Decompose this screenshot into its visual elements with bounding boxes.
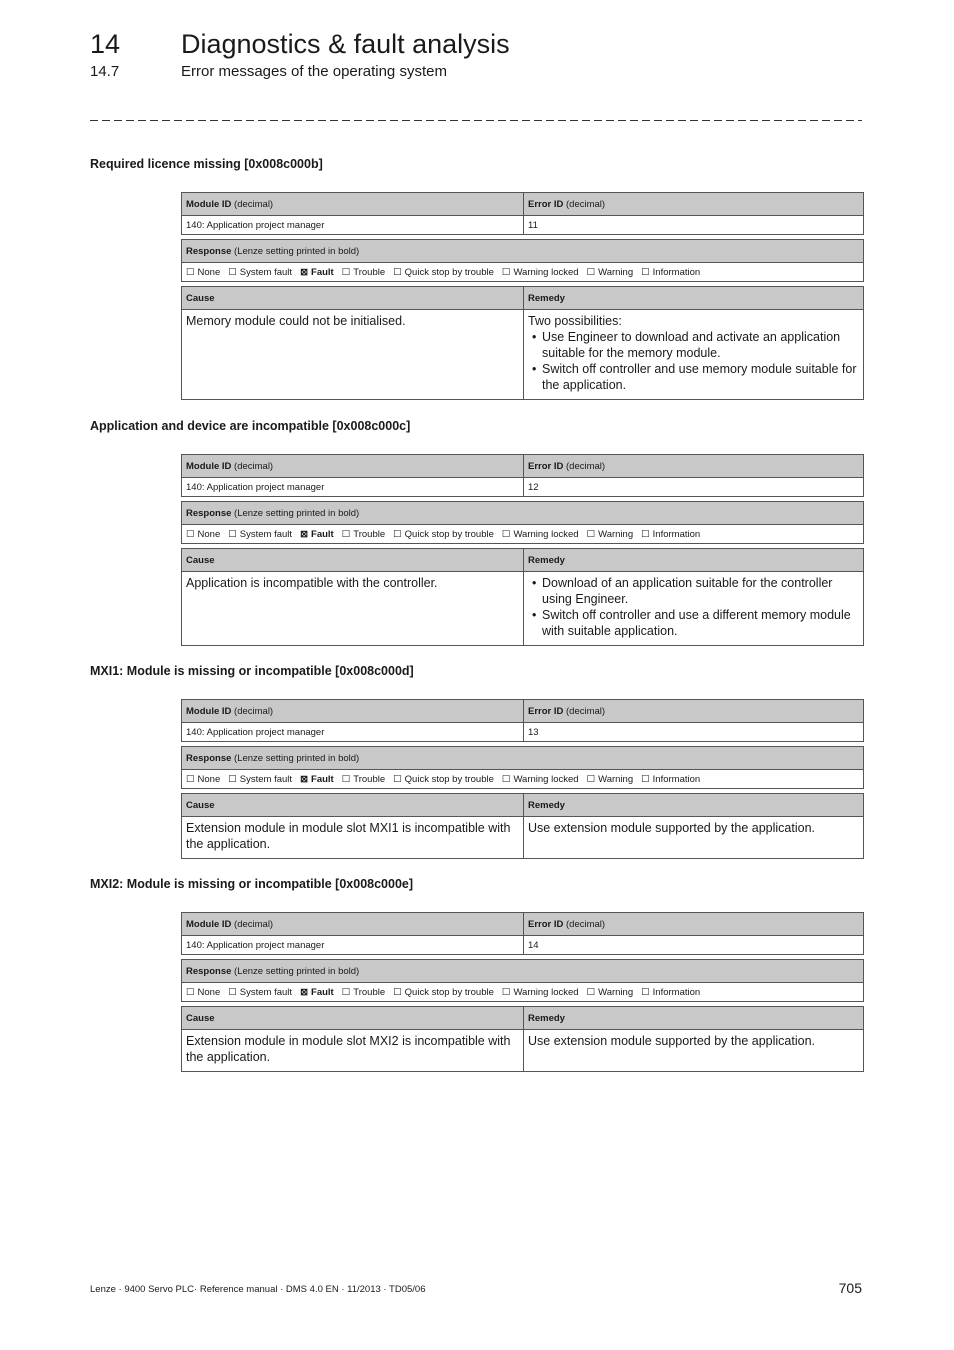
table-row xyxy=(182,525,864,544)
table-header-row xyxy=(182,549,864,572)
module-error-table xyxy=(181,192,864,235)
remedy-label: Remedy xyxy=(528,799,565,811)
decimal-note: (decimal) xyxy=(234,198,274,210)
dashed-divider xyxy=(90,110,862,122)
module-id-header xyxy=(182,455,524,478)
decimal-note: (decimal) xyxy=(234,918,274,930)
remedy-intro: Use extension module supported by the application. xyxy=(528,1034,815,1048)
response-option xyxy=(300,774,334,785)
response-label: Response xyxy=(186,507,232,519)
error-id-header xyxy=(524,193,864,216)
response-option xyxy=(342,774,385,785)
cause-header xyxy=(182,1007,524,1030)
table-row xyxy=(182,1030,864,1072)
response-option xyxy=(300,987,334,998)
response-option xyxy=(641,529,700,540)
cause-header xyxy=(182,794,524,817)
module-id-value: 140: Application project manager xyxy=(182,936,524,955)
response-option-label: None xyxy=(197,773,221,785)
remedy-item: • Use Engineer to download and activate an application suitable for the memory module. xyxy=(542,329,859,361)
checkbox-icon: ☐ xyxy=(228,528,237,540)
checked-box-icon: ⊠ xyxy=(300,266,309,278)
module-id-label: Module ID xyxy=(186,460,232,472)
response-table xyxy=(181,501,864,544)
error-heading-1: Required licence missing [0x008c000b] xyxy=(90,157,323,171)
section-heading xyxy=(90,62,447,82)
response-option xyxy=(186,987,220,998)
cause-remedy-table xyxy=(181,793,864,859)
response-option-label: Trouble xyxy=(353,986,386,998)
response-option-label: Warning locked xyxy=(513,528,579,540)
decimal-note: (decimal) xyxy=(566,460,606,472)
table-row xyxy=(182,817,864,859)
response-option-label: Warning xyxy=(598,266,634,278)
error-heading-3: MXI1: Module is missing or incompatible [0x008c000d] xyxy=(90,664,414,678)
remedy-cell xyxy=(524,817,864,859)
table-header-row xyxy=(182,502,864,525)
checked-box-icon: ⊠ xyxy=(300,773,309,785)
response-option xyxy=(228,267,292,278)
response-option xyxy=(587,267,634,278)
error-block-3 xyxy=(181,699,864,859)
table-header-row xyxy=(182,747,864,770)
checkbox-icon: ☐ xyxy=(341,266,351,278)
response-option xyxy=(587,529,634,540)
module-id-value: 140: Application project manager xyxy=(182,478,524,497)
table-row xyxy=(182,983,864,1002)
checkbox-icon: ☐ xyxy=(186,528,195,540)
error-id-label: Error ID xyxy=(528,460,564,472)
response-header xyxy=(182,747,864,770)
cause-text: Extension module in module slot MXI1 is incompatible with the application. xyxy=(182,817,524,859)
response-options xyxy=(182,263,864,282)
remedy-list xyxy=(528,329,859,393)
response-options xyxy=(182,983,864,1002)
response-option xyxy=(641,774,700,785)
cause-remedy-table xyxy=(181,286,864,400)
response-option-label: Trouble xyxy=(353,266,386,278)
error-block-2 xyxy=(181,454,864,646)
response-option-label: Quick stop by trouble xyxy=(404,266,494,278)
checkbox-icon: ☐ xyxy=(501,266,511,278)
error-id-label: Error ID xyxy=(528,198,564,210)
response-note: (Lenze setting printed in bold) xyxy=(234,752,360,764)
response-option-label: Warning locked xyxy=(513,266,579,278)
table-header-row xyxy=(182,913,864,936)
module-error-table xyxy=(181,912,864,955)
remedy-header xyxy=(524,287,864,310)
response-option-label: Warning xyxy=(598,986,634,998)
checkbox-icon: ☐ xyxy=(341,986,351,998)
table-header-row xyxy=(182,1007,864,1030)
remedy-header xyxy=(524,1007,864,1030)
checkbox-icon: ☐ xyxy=(641,986,650,998)
checkbox-icon: ☐ xyxy=(586,986,596,998)
table-header-row xyxy=(182,455,864,478)
response-option xyxy=(228,987,292,998)
table-row xyxy=(182,216,864,235)
remedy-item: • Switch off controller and use a different memory module with suitable application. xyxy=(542,607,859,639)
chapter-title: Diagnostics & fault analysis xyxy=(181,29,510,59)
module-id-label: Module ID xyxy=(186,918,232,930)
remedy-header xyxy=(524,549,864,572)
remedy-label: Remedy xyxy=(528,292,565,304)
checkbox-icon: ☐ xyxy=(341,528,351,540)
chapter-number: 14 xyxy=(90,29,121,59)
response-option-label: None xyxy=(197,986,221,998)
response-option-label: Information xyxy=(652,266,701,278)
response-note: (Lenze setting printed in bold) xyxy=(234,965,360,977)
checkbox-icon: ☐ xyxy=(641,528,650,540)
response-option xyxy=(342,267,385,278)
response-option xyxy=(641,987,700,998)
response-table xyxy=(181,239,864,282)
remedy-label: Remedy xyxy=(528,554,565,566)
cause-label: Cause xyxy=(186,799,215,811)
remedy-item: • Switch off controller and use memory module suitable for the application. xyxy=(542,361,859,393)
checkbox-icon: ☐ xyxy=(586,773,596,785)
table-row xyxy=(182,310,864,400)
checkbox-icon: ☐ xyxy=(393,528,402,540)
table-row xyxy=(182,572,864,646)
decimal-note: (decimal) xyxy=(566,198,606,210)
table-header-row xyxy=(182,287,864,310)
module-id-header xyxy=(182,193,524,216)
response-table xyxy=(181,959,864,1002)
response-option xyxy=(186,267,220,278)
response-option xyxy=(342,529,385,540)
checkbox-icon: ☐ xyxy=(341,773,351,785)
response-label: Response xyxy=(186,245,232,257)
response-option-label: System fault xyxy=(239,528,293,540)
response-option xyxy=(502,267,579,278)
checkbox-icon: ☐ xyxy=(393,266,402,278)
cause-label: Cause xyxy=(186,1012,215,1024)
response-option xyxy=(186,529,220,540)
error-id-header xyxy=(524,455,864,478)
cause-label: Cause xyxy=(186,292,215,304)
table-header-row xyxy=(182,960,864,983)
module-id-header xyxy=(182,913,524,936)
response-header xyxy=(182,960,864,983)
module-id-label: Module ID xyxy=(186,705,232,717)
response-header xyxy=(182,240,864,263)
chapter-heading xyxy=(90,26,510,62)
table-header-row xyxy=(182,240,864,263)
module-id-value: 140: Application project manager xyxy=(182,216,524,235)
response-option-label: Trouble xyxy=(353,773,386,785)
cause-text: Memory module could not be initialised. xyxy=(182,310,524,400)
checkbox-icon: ☐ xyxy=(501,773,511,785)
decimal-note: (decimal) xyxy=(234,705,274,717)
checkbox-icon: ☐ xyxy=(393,773,402,785)
response-option-label: Fault xyxy=(311,986,334,998)
response-option-label: Warning locked xyxy=(513,773,579,785)
response-option xyxy=(300,529,334,540)
checkbox-icon: ☐ xyxy=(641,266,650,278)
error-id-label: Error ID xyxy=(528,918,564,930)
cause-label: Cause xyxy=(186,554,215,566)
checkbox-icon: ☐ xyxy=(586,528,596,540)
section-title: Error messages of the operating system xyxy=(181,63,447,80)
response-option-label: Fault xyxy=(311,528,334,540)
response-option-label: Quick stop by trouble xyxy=(404,528,494,540)
error-heading-2: Application and device are incompatible [0x008c000c] xyxy=(90,419,411,433)
footer-text: Lenze · 9400 Servo PLC· Reference manual · DMS 4.0 EN · 11/2013 · TD05/06 xyxy=(90,1284,426,1295)
response-note: (Lenze setting printed in bold) xyxy=(234,507,360,519)
page-number: 705 xyxy=(838,1280,862,1296)
response-header xyxy=(182,502,864,525)
table-row xyxy=(182,723,864,742)
response-options xyxy=(182,525,864,544)
table-row xyxy=(182,263,864,282)
response-option-label: Quick stop by trouble xyxy=(404,986,494,998)
module-error-table xyxy=(181,454,864,497)
error-block-4 xyxy=(181,912,864,1072)
table-row xyxy=(182,936,864,955)
module-id-header xyxy=(182,700,524,723)
checkbox-icon: ☐ xyxy=(228,986,237,998)
table-header-row xyxy=(182,794,864,817)
response-option xyxy=(393,267,494,278)
remedy-intro: Use extension module supported by the application. xyxy=(528,821,815,835)
remedy-item: • Download of an application suitable for the controller using Engineer. xyxy=(542,575,859,607)
decimal-note: (decimal) xyxy=(566,918,606,930)
error-id-header xyxy=(524,700,864,723)
response-option-label: System fault xyxy=(239,986,293,998)
response-option-label: Information xyxy=(652,528,701,540)
checkbox-icon: ☐ xyxy=(186,986,195,998)
checkbox-icon: ☐ xyxy=(186,266,195,278)
table-header-row xyxy=(182,700,864,723)
remedy-label: Remedy xyxy=(528,1012,565,1024)
table-row xyxy=(182,770,864,789)
checkbox-icon: ☐ xyxy=(501,986,511,998)
decimal-note: (decimal) xyxy=(566,705,606,717)
error-block-1 xyxy=(181,192,864,400)
checked-box-icon: ⊠ xyxy=(300,528,309,540)
response-option xyxy=(587,987,634,998)
cause-remedy-table xyxy=(181,548,864,646)
response-option-label: Fault xyxy=(311,773,334,785)
module-id-value: 140: Application project manager xyxy=(182,723,524,742)
response-option xyxy=(228,774,292,785)
remedy-cell xyxy=(524,310,864,400)
module-error-table xyxy=(181,699,864,742)
checkbox-icon: ☐ xyxy=(186,773,195,785)
module-id-label: Module ID xyxy=(186,198,232,210)
response-option xyxy=(502,529,579,540)
cause-remedy-table xyxy=(181,1006,864,1072)
response-option xyxy=(342,987,385,998)
response-option xyxy=(641,267,700,278)
response-option xyxy=(393,987,494,998)
remedy-cell xyxy=(524,1030,864,1072)
response-option xyxy=(300,267,334,278)
response-option-label: Warning xyxy=(598,773,634,785)
checkbox-icon: ☐ xyxy=(393,986,402,998)
response-option xyxy=(393,529,494,540)
checkbox-icon: ☐ xyxy=(641,773,650,785)
response-option-label: Warning locked xyxy=(513,986,579,998)
cause-header xyxy=(182,549,524,572)
error-id-value: 14 xyxy=(524,936,864,955)
response-option-label: System fault xyxy=(239,266,293,278)
response-table xyxy=(181,746,864,789)
error-heading-4: MXI2: Module is missing or incompatible [0x008c000e] xyxy=(90,877,414,891)
cause-header xyxy=(182,287,524,310)
table-header-row xyxy=(182,193,864,216)
response-label: Response xyxy=(186,752,232,764)
response-option-label: Trouble xyxy=(353,528,386,540)
response-option-label: Information xyxy=(652,986,701,998)
response-option xyxy=(186,774,220,785)
response-option-label: Fault xyxy=(311,266,334,278)
cause-text: Extension module in module slot MXI2 is incompatible with the application. xyxy=(182,1030,524,1072)
response-option xyxy=(228,529,292,540)
response-options xyxy=(182,770,864,789)
checkbox-icon: ☐ xyxy=(228,266,237,278)
response-option-label: Quick stop by trouble xyxy=(404,773,494,785)
response-option-label: Information xyxy=(652,773,701,785)
response-option-label: System fault xyxy=(239,773,293,785)
remedy-cell xyxy=(524,572,864,646)
response-option-label: None xyxy=(197,528,221,540)
remedy-header xyxy=(524,794,864,817)
error-id-value: 11 xyxy=(524,216,864,235)
response-option xyxy=(393,774,494,785)
response-note: (Lenze setting printed in bold) xyxy=(234,245,360,257)
response-label: Response xyxy=(186,965,232,977)
checkbox-icon: ☐ xyxy=(228,773,237,785)
error-id-header xyxy=(524,913,864,936)
error-id-value: 13 xyxy=(524,723,864,742)
response-option xyxy=(587,774,634,785)
cause-text: Application is incompatible with the controller. xyxy=(182,572,524,646)
error-id-value: 12 xyxy=(524,478,864,497)
table-row xyxy=(182,478,864,497)
response-option xyxy=(502,987,579,998)
decimal-note: (decimal) xyxy=(234,460,274,472)
response-option-label: Warning xyxy=(598,528,634,540)
checked-box-icon: ⊠ xyxy=(300,986,309,998)
error-id-label: Error ID xyxy=(528,705,564,717)
checkbox-icon: ☐ xyxy=(586,266,596,278)
section-number: 14.7 xyxy=(90,63,120,80)
response-option xyxy=(502,774,579,785)
response-option-label: None xyxy=(197,266,221,278)
remedy-intro: Two possibilities: xyxy=(528,314,622,328)
checkbox-icon: ☐ xyxy=(501,528,511,540)
remedy-list xyxy=(528,575,859,639)
